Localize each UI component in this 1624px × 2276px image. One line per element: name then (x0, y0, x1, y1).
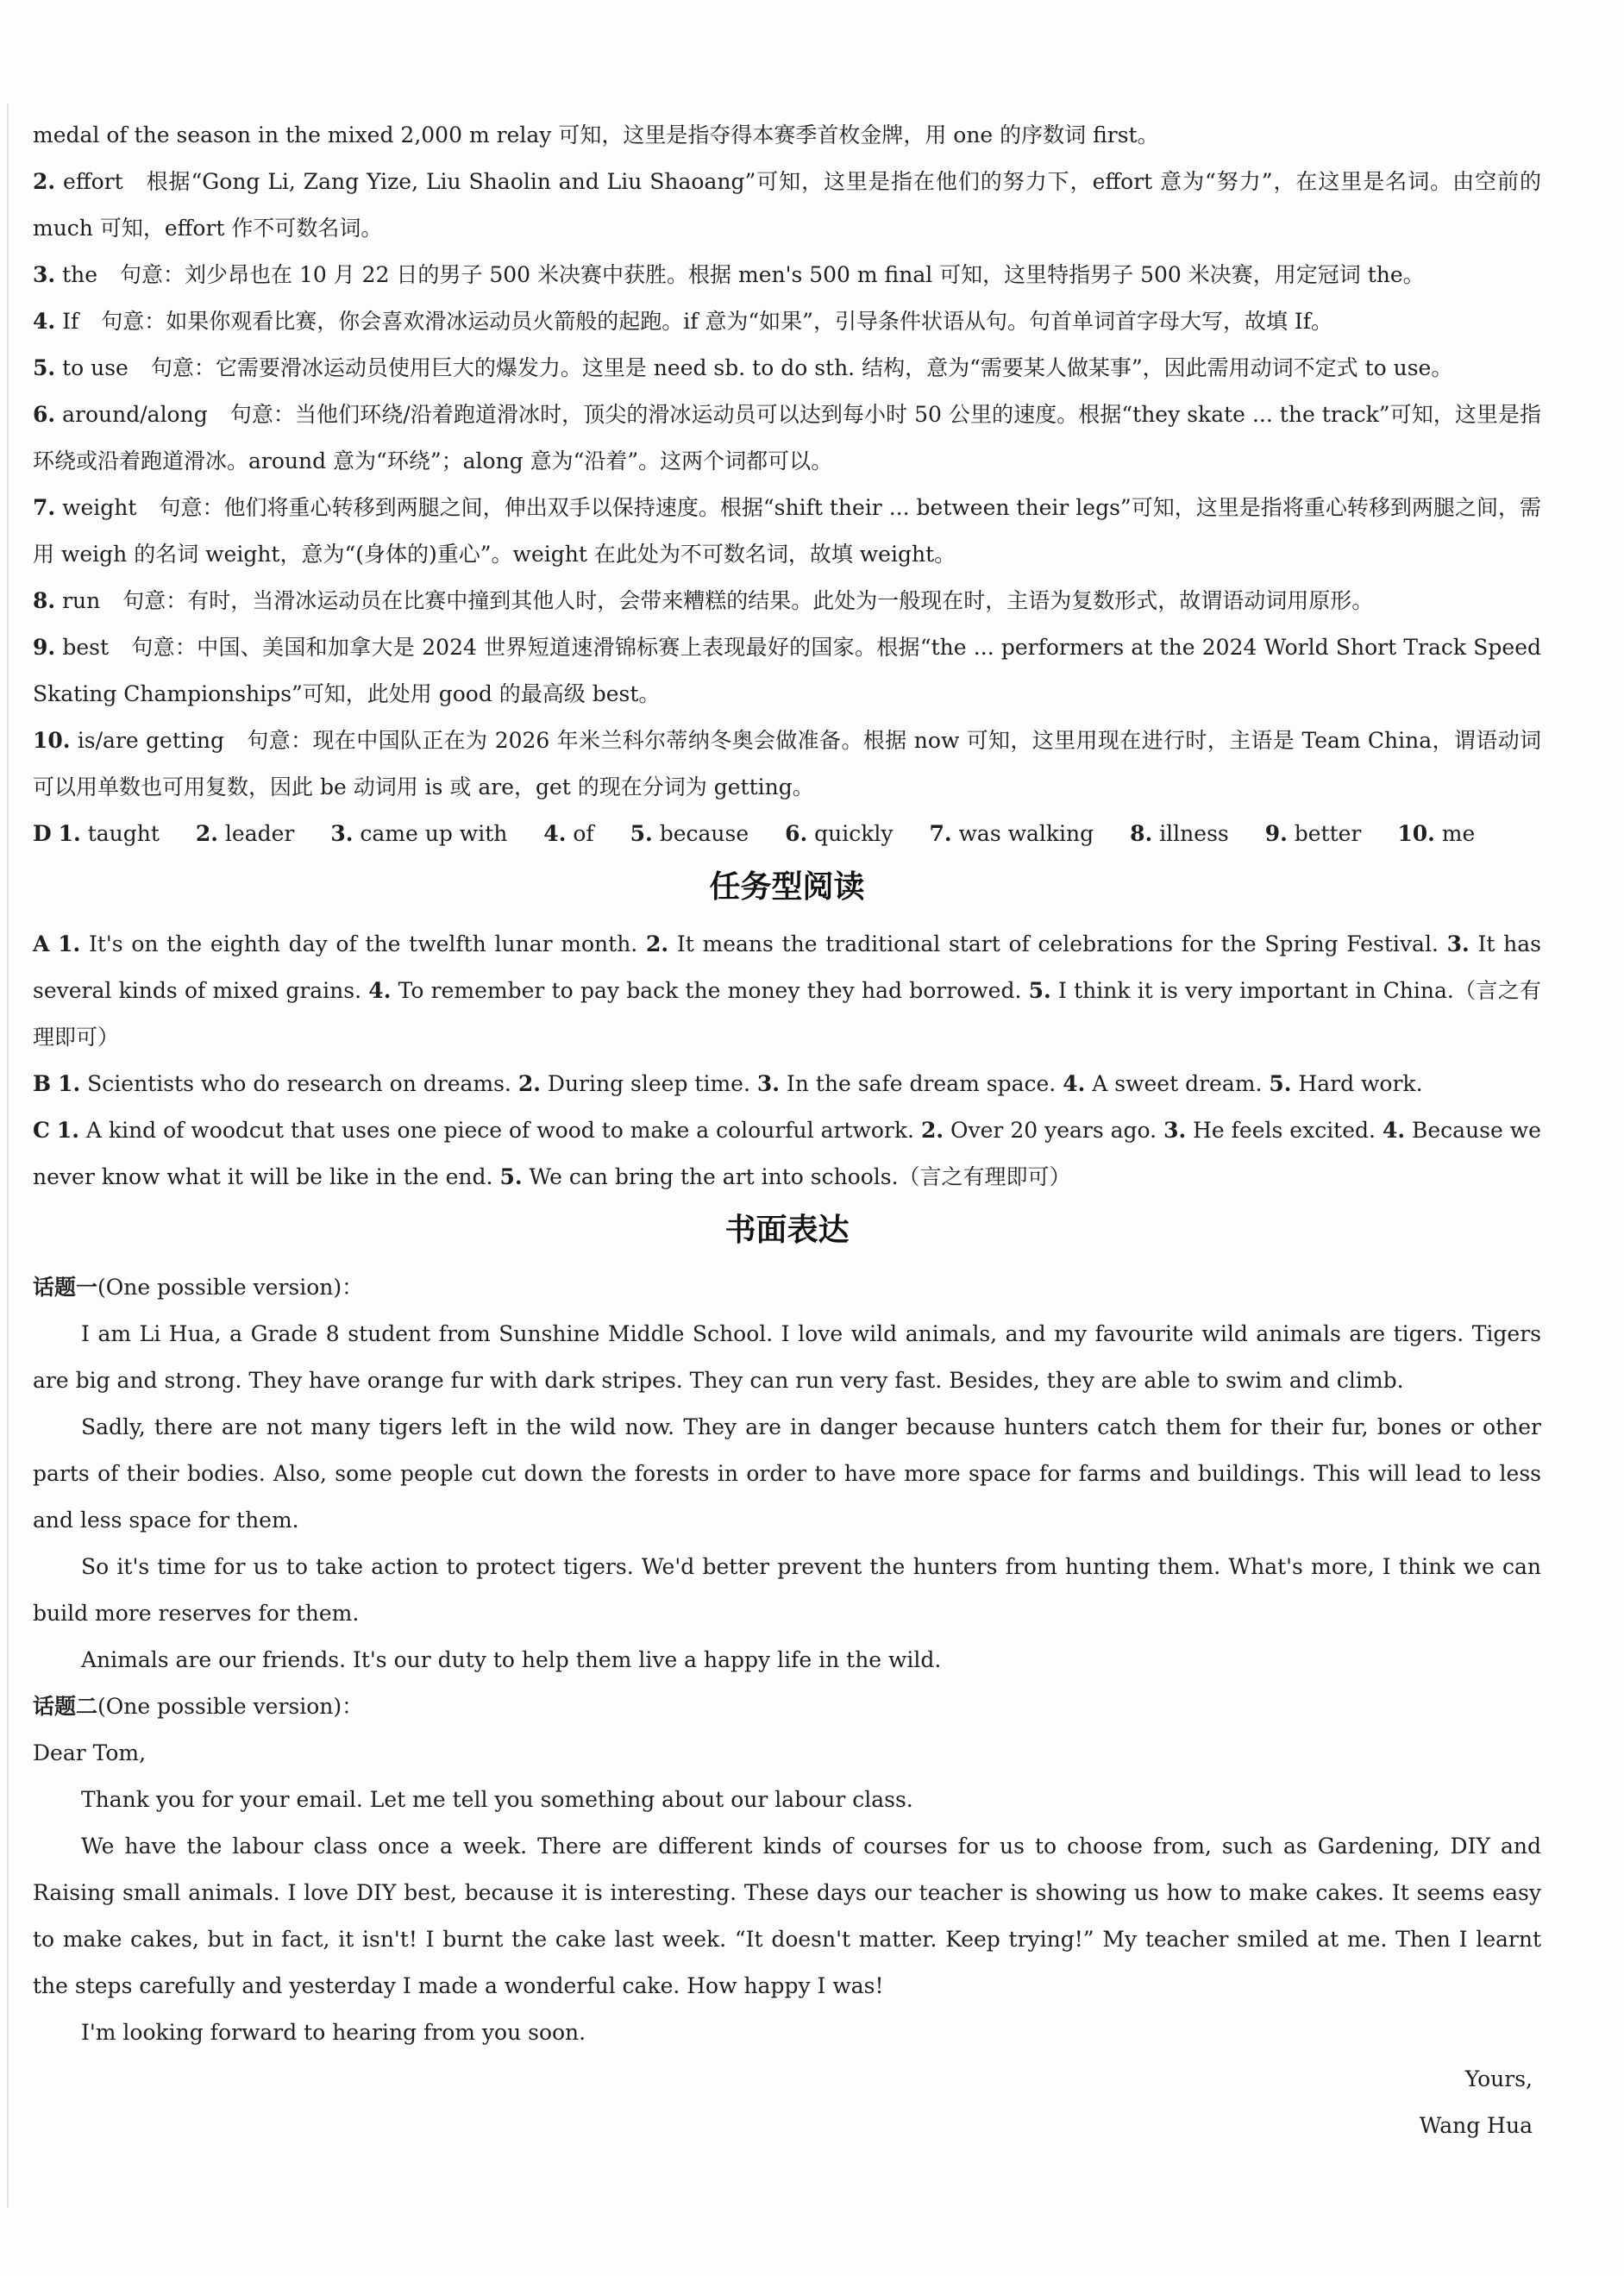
item-explanation: 句意：他们将重心转移到两腿之间，伸出双手以保持速度。根据“shift their ... between their legs”可知，这里是指将重心转移到两腿之间，需用 weigh 的名词 weight，意为“(身体的)重心”。weight 在此处为不可数名词，故填 weight。 (33, 495, 1541, 567)
item-number: 1. (58, 1071, 81, 1096)
item-answer: I think it is very important in China.（言之有理即可） (33, 978, 1542, 1050)
c-answer-list (33, 159, 1541, 811)
item-answer: came up with (360, 821, 508, 846)
margin-line (7, 103, 9, 2208)
item-answer: leader (224, 821, 295, 846)
item-answer: me (1441, 821, 1476, 846)
item-number: 8. (1130, 821, 1153, 846)
item-number: 4. (1382, 1118, 1406, 1143)
item-number: 10. (1397, 821, 1435, 846)
item-answer: It's on the eighth day of the twelfth lunar month. (88, 931, 638, 956)
item-number: 4. (33, 309, 56, 334)
essay-paragraph: Animals are our friends. It's our duty to help them live a happy life in the wild. (81, 1647, 942, 1672)
item-number: 6. (33, 402, 56, 427)
item-answer: of (573, 821, 594, 846)
item-number: 7. (929, 821, 952, 846)
item-number: 6. (785, 821, 808, 846)
intro-line: medal of the season in the mixed 2,000 m relay 可知，这里是指夺得本赛季首枚金牌，用 one 的序数词 first。 (33, 122, 1159, 147)
item-explanation: 句意：它需要滑冰运动员使用巨大的爆发力。这里是 need sb. to do sth. 结构，意为“需要某人做某事”，因此需用动词不定式 to use。 (150, 355, 1453, 380)
item-answer: Over 20 years ago. (950, 1118, 1157, 1143)
item-answer: During sleep time. (547, 1071, 750, 1096)
item-answer: In the safe dream space. (786, 1071, 1057, 1096)
item-explanation: 句意：有时，当滑冰运动员在比赛中撞到其他人时，会带来糟糕的结果。此处为一般现在时，主语为复数形式，故谓语动词用原形。 (122, 588, 1374, 613)
d-answer-item (1390, 821, 1475, 846)
item-number: 3. (1446, 931, 1470, 956)
item-answer: It has several kinds of mixed grains. (33, 931, 1541, 1003)
item-number: 5. (1269, 1071, 1292, 1096)
essay-paragraph: Sadly, there are not many tigers left in the wild now. They are in danger because hunters catch them for their fur, bones or other parts of their bodies. Also, some people cut down the forests in order to have more space for farms and buildings. This will lead to less and less space for them. (33, 1414, 1541, 1533)
item-answer: To remember to pay back the money they had borrowed. (398, 978, 1022, 1003)
item-number: 1. (58, 821, 81, 846)
item-number: 3. (330, 821, 354, 846)
topic1-version: (One possible version)： (97, 1275, 364, 1300)
item-answer: If (62, 309, 79, 334)
item-explanation: 句意：现在中国队正在为 2026 年米兰科尔蒂纳冬奥会做准备。根据 now 可知，这里用现在进行时，主语是 Team China，谓语动词可以用单数也可用复数，因此 be 动词用 is 或 are，get 的现在分词为 getting。 (33, 728, 1541, 799)
item-number: 9. (33, 635, 56, 660)
item-number: 7. (33, 495, 56, 520)
c-answer-item (33, 718, 1541, 811)
c-answer-item (33, 392, 1541, 485)
item-answer: A sweet dream. (1092, 1071, 1263, 1096)
item-answer: was walking (958, 821, 1094, 846)
c-answer-item (33, 345, 1541, 392)
item-answer: better (1294, 821, 1362, 846)
item-number: 5. (499, 1164, 523, 1189)
item-number: 4. (1063, 1071, 1086, 1096)
topic1-essay (33, 1311, 1541, 1683)
topic1-title (33, 1264, 1541, 1311)
task-section-c (33, 1107, 1541, 1201)
item-number: 8. (33, 588, 56, 613)
item-number: 1. (56, 1118, 79, 1143)
letter-paragraph: We have the labour class once a week. There are different kinds of courses for us to choose from, such as Gardening, DIY and Raising small animals. I love DIY best, because it is interesting. These days our teacher is showing us how to make cakes. It seems easy to make cakes, but in fact, it isn't! I burnt the cake last week. “It doesn't matter. Keep trying!” My teacher smiled at me. Then I learnt the steps carefully and yesterday I made a wonderful cake. How happy I was! (33, 1834, 1541, 1998)
item-number: 5. (1028, 978, 1051, 1003)
item-number: 3. (1163, 1118, 1187, 1143)
letter-closing: Yours, (1464, 2066, 1533, 2091)
d-label: D (33, 821, 52, 846)
item-number: 2. (195, 821, 218, 846)
item-explanation: 根据“Gong Li, Zang Yize, Liu Shaolin and Liu Shaoang”可知，这里是指在他们的努力下，effort 意为“努力”，在这里是名词。由空前的 much 可知，effort 作不可数名词。 (33, 169, 1542, 241)
essay-paragraph: So it's time for us to take action to protect tigers. We'd better prevent the hunters from hunting them. What's more, I think we can build more reserves for them. (33, 1554, 1541, 1626)
task-reading-heading: 任务型阅读 (709, 869, 865, 905)
item-answer: quickly (814, 821, 894, 846)
item-number: 9. (1264, 821, 1288, 846)
item-answer: effort (63, 169, 123, 194)
item-number: 3. (756, 1071, 780, 1096)
c-answer-item (33, 159, 1541, 252)
item-number: 1. (58, 931, 81, 956)
c-answer-item (33, 298, 1541, 345)
section-label: A (33, 931, 50, 956)
item-answer: He feels excited. (1193, 1118, 1376, 1143)
item-number: 5. (33, 355, 56, 380)
item-answer: around/along (62, 402, 208, 427)
c-answer-item (33, 252, 1541, 298)
letter-greeting: Dear Tom, (33, 1740, 147, 1765)
item-answer: Hard work. (1298, 1071, 1423, 1096)
item-answer: weight (62, 495, 137, 520)
d-answer-item (536, 821, 593, 846)
writing-heading: 书面表达 (724, 1213, 850, 1248)
d-answer-item (778, 821, 893, 846)
d-answer-item (59, 821, 160, 846)
task-section-a (33, 921, 1541, 1061)
d-items (59, 821, 1505, 846)
item-answer: illness (1159, 821, 1229, 846)
item-number: 10. (33, 728, 71, 753)
topic2-letter-body (33, 1777, 1541, 2056)
item-number: 2. (517, 1071, 541, 1096)
item-explanation: 句意：当他们环绕/沿着跑道滑冰时，顶尖的滑冰运动员可以达到每小时 50 公里的速度。根据“they skate ... the track”可知，这里是指环绕或沿着跑道滑冰。around 意为“环绕”；along 意为“沿着”。这两个词都可以。 (33, 402, 1542, 473)
letter-paragraph: Thank you for your email. Let me tell you something about our labour class. (81, 1787, 913, 1812)
item-number: 2. (920, 1118, 944, 1143)
item-answer: is/are getting (77, 728, 225, 753)
item-answer: because (659, 821, 749, 846)
item-explanation: 句意：如果你观看比赛，你会喜欢滑冰运动员火箭般的起跑。if 意为“如果”，引导条件状语从句。句首单词首字母大写，故填 If。 (101, 309, 1333, 334)
item-answer: run (62, 588, 101, 613)
c-answer-item (33, 578, 1541, 624)
d-answer-item (923, 821, 1094, 846)
item-answer: to use (62, 355, 129, 380)
c-answer-item (33, 485, 1541, 578)
task-reading-sections (33, 921, 1541, 1201)
topic2-version: (One possible version)： (97, 1694, 364, 1719)
item-number: 4. (368, 978, 392, 1003)
item-number: 2. (33, 169, 56, 194)
item-answer: best (62, 635, 110, 660)
item-number: 3. (33, 262, 56, 287)
item-answer: taught (87, 821, 160, 846)
c-answer-item (33, 624, 1541, 718)
d-answer-item (189, 821, 294, 846)
section-label: C (33, 1118, 50, 1143)
item-number: 5. (630, 821, 653, 846)
item-number: 4. (543, 821, 567, 846)
item-answer: It means the traditional start of celebrations for the Spring Festival. (676, 931, 1439, 956)
item-answer: A kind of woodcut that uses one piece of wood to make a colourful artwork. (85, 1118, 914, 1143)
section-label: B (33, 1071, 52, 1096)
item-answer: Because we never know what it will be like in the end. (33, 1118, 1541, 1189)
item-answer: Scientists who do research on dreams. (87, 1071, 511, 1096)
item-explanation: 句意：中国、美国和加拿大是 2024 世界短道速滑锦标赛上表现最好的国家。根据“the ... performers at the 2024 World Short Track Speed Skating Championships”可知，此处用 good 的最高级 best。 (33, 635, 1541, 706)
d-answer-item (624, 821, 749, 846)
d-answer-row (33, 811, 1541, 857)
d-answer-item (323, 821, 507, 846)
d-answer-item (1123, 821, 1229, 846)
essay-paragraph: I am Li Hua, a Grade 8 student from Sunshine Middle School. I love wild animals, and my favourite wild animals are tigers. Tigers are big and strong. They have orange fur with dark stripes. They can run very fast. Besides, they are able to swim and climb. (33, 1321, 1541, 1393)
topic2-title (33, 1683, 1541, 1730)
d-answer-item (1258, 821, 1362, 846)
item-number: 2. (646, 931, 669, 956)
topic1-label: 话题一 (33, 1275, 98, 1300)
letter-paragraph: I'm looking forward to hearing from you soon. (81, 2020, 586, 2045)
item-answer: the (62, 262, 98, 287)
letter-signature: Wang Hua (1419, 2113, 1533, 2138)
topic2-label: 话题二 (33, 1694, 98, 1719)
item-explanation: 句意：刘少昂也在 10 月 22 日的男子 500 米决赛中获胜。根据 men's 500 m final 可知，这里特指男子 500 米决赛，用定冠词 the。 (120, 262, 1425, 287)
task-section-b (33, 1061, 1541, 1107)
item-answer: We can bring the art into schools.（言之有理即可） (529, 1164, 1071, 1189)
